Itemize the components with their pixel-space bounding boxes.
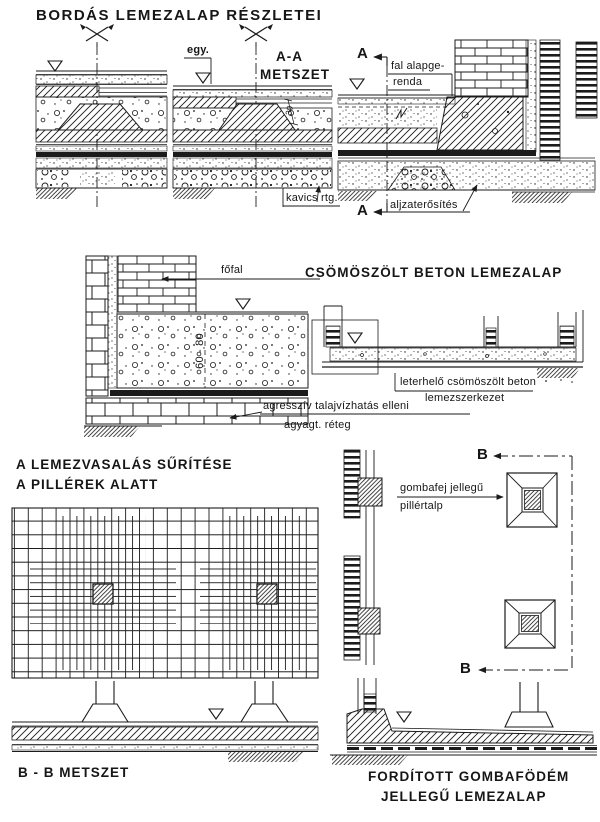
wall-footing-corner-detail [338,40,597,212]
reinforcement-mesh-plan [12,508,318,678]
title-inverted-line2: JELLEGŰ LEMEZALAP [381,789,547,804]
title-inverted-line1: FORDÍTOTT GOMBAFÖDÉM [368,769,570,784]
section-marker-a-top: A [357,45,368,62]
label-gravel-layer: kavics rtg. [286,192,338,204]
inverted-mushroom-slab-section [330,678,597,765]
section-title-aa-line1: A-A [276,49,303,64]
title-rammed-concrete: CSÖMÖSZÖLT BETON LEMEZALAP [305,265,563,280]
title-section-bb: B - B METSZET [18,765,130,780]
page-title: BORDÁS LEMEZALAP RÉSZLETEI [36,7,323,24]
label-subfloor-reinforcement: aljzaterősítés [390,199,458,211]
column-1 [93,584,113,604]
dim-60-80: 60 - 80 [193,333,206,369]
title-mesh-densify-line2: A PILLÉREK ALATT [16,477,159,492]
label-mushroom-footing-line2: pillértalp [400,500,443,512]
dim-30: 30 [283,104,295,117]
section-marker-b-bottom: B [460,660,471,677]
title-mesh-densify-line1: A LEMEZVASALÁS SŰRÍTÉSE [16,457,233,472]
label-clay-layer-line1: agresszív talajvízhatás elleni [263,400,410,412]
label-egy: egy. [187,44,209,56]
section-title-aa-line2: METSZET [260,67,330,82]
pillar-base-2 [505,600,555,648]
section-bb [12,681,318,762]
label-clay-layer-line2: agyagt. réteg [284,419,351,431]
label-wall-beam-line1: fal alapge- [391,60,445,72]
rib-slab-section-1 [36,24,167,210]
label-mushroom-footing-line1: gombafej jellegű [400,482,484,494]
column-2 [257,584,277,604]
section-marker-b-top: B [477,446,488,463]
label-ballast-line1: leterhelő csömöszölt beton [400,376,537,388]
label-wall-beam-line2: renda [393,76,423,88]
pillar-base-1 [507,473,557,527]
label-ballast-line2: lemezszerkezet [425,392,505,404]
label-main-wall: főfal [221,264,243,276]
section-marker-a-bottom: A [357,202,368,219]
